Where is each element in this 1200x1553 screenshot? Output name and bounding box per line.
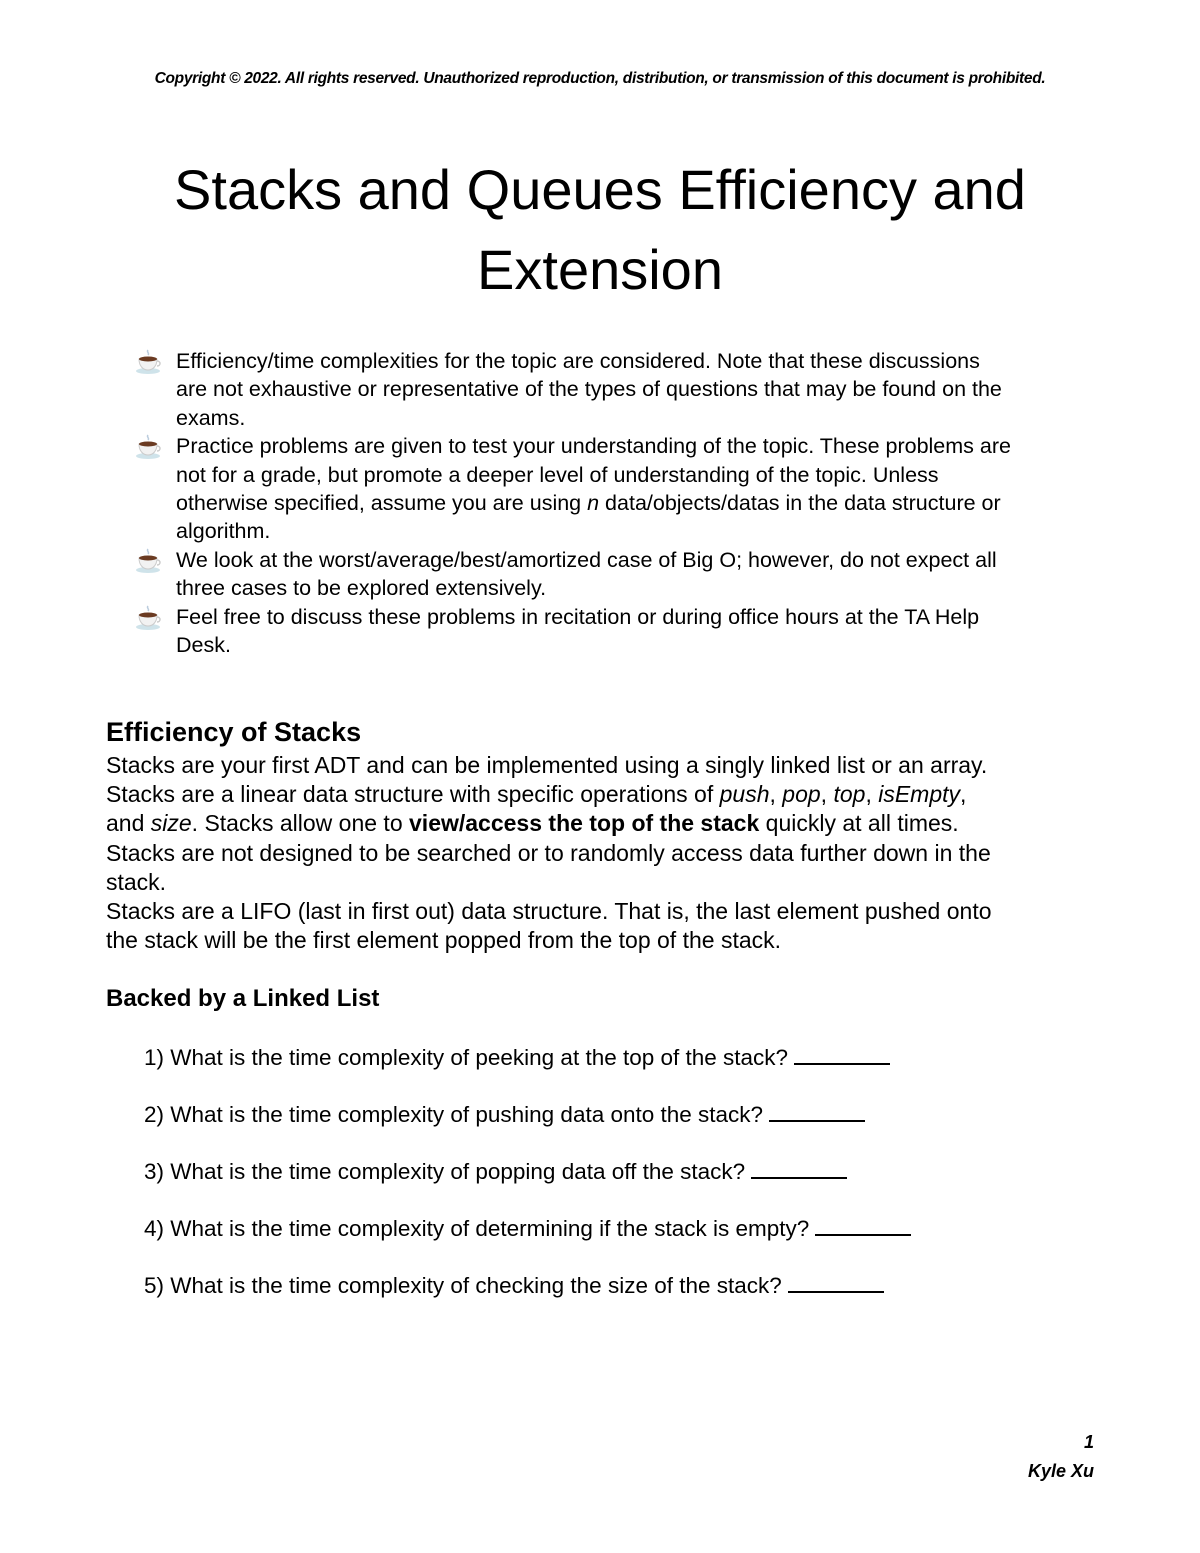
text-segment: Stacks are not designed to be searched or to randomly access data further down in the	[106, 839, 991, 866]
italic-text: isEmpty	[878, 781, 961, 808]
copyright-notice: Copyright © 2022. All rights reserved. Unauthorized reproduction, distribution, or transmission of this document is prohibited.	[154, 70, 1046, 87]
italic-text: push	[719, 781, 770, 808]
italic-text: top	[833, 781, 866, 808]
text-segment: otherwise specified, assume you are using	[176, 491, 588, 516]
italic-text: size	[150, 810, 192, 837]
text-segment: ,	[769, 781, 783, 808]
page-number: 1	[1083, 1432, 1094, 1452]
italic-text: n	[587, 491, 600, 516]
text-segment: Stacks are a LIFO (last in first out) data structure. That is, the last element pushed onto	[106, 898, 992, 925]
question-text: 3) What is the time complexity of popping data off the stack?	[144, 1159, 746, 1184]
text-segment: Practice problems are given to test your understanding of the topic. These problems are	[176, 434, 1011, 459]
answer-blank[interactable]	[769, 1119, 865, 1122]
text-segment: ,	[865, 781, 879, 808]
bullet-item	[134, 432, 1011, 546]
paragraph-line	[106, 809, 992, 838]
text-segment: ,	[820, 781, 834, 808]
text-segment: Feel free to discuss these problems in recitation or during office hours at the TA Help	[176, 604, 980, 629]
coffee-cup-icon	[134, 434, 164, 460]
bullet-line	[176, 461, 1011, 489]
answer-blank[interactable]	[788, 1290, 884, 1293]
paragraph-line	[106, 926, 992, 955]
coffee-cup-icon	[134, 605, 164, 631]
question-item	[144, 1045, 890, 1071]
bullet-line	[176, 375, 1011, 403]
question-item	[144, 1102, 865, 1128]
section-heading-linked-list: Backed by a Linked List	[106, 985, 380, 1012]
paragraph-line	[106, 751, 992, 780]
text-segment: We look at the worst/average/best/amortized case of Big O; however, do not expect all	[176, 547, 997, 572]
question-item	[144, 1273, 884, 1299]
coffee-cup-icon	[134, 548, 164, 574]
bullet-line	[176, 631, 1011, 659]
bullet-line	[176, 517, 1011, 545]
text-segment: not for a grade, but promote a deeper level of understanding of the topic. Unless	[176, 462, 939, 487]
paragraph-line	[106, 839, 992, 868]
bold-text: view/access the top of the stack	[409, 810, 760, 837]
italic-text: pop	[782, 781, 821, 808]
question-text: 5) What is the time complexity of checking the size of the stack?	[144, 1273, 782, 1298]
text-segment: . Stacks allow one to	[191, 810, 410, 837]
bullet-item	[134, 603, 1011, 660]
bullet-item	[134, 347, 1011, 432]
text-segment: are not exhaustive or representative of the types of questions that may be found on the	[176, 377, 1002, 402]
bullet-line	[176, 546, 1011, 574]
question-item	[144, 1159, 847, 1185]
text-segment: algorithm.	[176, 519, 271, 544]
stacks-paragraph	[106, 751, 992, 955]
bullet-line	[176, 347, 1011, 375]
coffee-cup-icon	[134, 349, 164, 375]
title-line-1: Stacks and Queues Efficiency and	[174, 158, 1026, 221]
answer-blank[interactable]	[794, 1062, 890, 1065]
text-segment: ,	[960, 781, 967, 808]
answer-blank[interactable]	[751, 1176, 847, 1179]
paragraph-line	[106, 780, 992, 809]
author-name: Kyle Xu	[1027, 1461, 1094, 1481]
question-item	[144, 1216, 911, 1242]
question-text: 1) What is the time complexity of peeking at the top of the stack?	[144, 1045, 789, 1070]
text-segment: Stacks are a linear data structure with specific operations of	[106, 781, 720, 808]
text-segment: three cases to be explored extensively.	[176, 576, 547, 601]
bullet-line	[176, 489, 1011, 517]
section-heading-efficiency-of-stacks: Efficiency of Stacks	[106, 717, 362, 747]
question-text: 4) What is the time complexity of determining if the stack is empty?	[144, 1216, 810, 1241]
paragraph-line	[106, 897, 992, 926]
paragraph-line	[106, 868, 992, 897]
bullet-line	[176, 404, 1011, 432]
bullet-line	[176, 603, 1011, 631]
question-text: 2) What is the time complexity of pushing data onto the stack?	[144, 1102, 764, 1127]
text-segment: stack.	[106, 868, 167, 895]
text-segment: data/objects/datas in the data structure or	[599, 491, 1001, 516]
title-line-2: Extension	[477, 238, 723, 301]
bullet-list	[134, 347, 1011, 659]
bullet-line	[176, 432, 1011, 460]
page-title	[0, 150, 1200, 310]
bullet-item	[134, 546, 1011, 603]
page-footer	[1028, 1428, 1094, 1486]
text-segment: Efficiency/time complexities for the topic are considered. Note that these discussions	[176, 349, 980, 373]
text-segment: Stacks are your first ADT and can be implemented using a singly linked list or an array.	[106, 752, 988, 778]
text-segment: quickly at all times.	[759, 810, 959, 837]
text-segment: the stack will be the first element popped from the top of the stack.	[106, 927, 782, 954]
bullet-line	[176, 574, 1011, 602]
answer-blank[interactable]	[815, 1233, 911, 1236]
text-segment: exams.	[176, 405, 246, 430]
text-segment: Desk.	[176, 633, 231, 658]
text-segment: and	[106, 810, 151, 837]
